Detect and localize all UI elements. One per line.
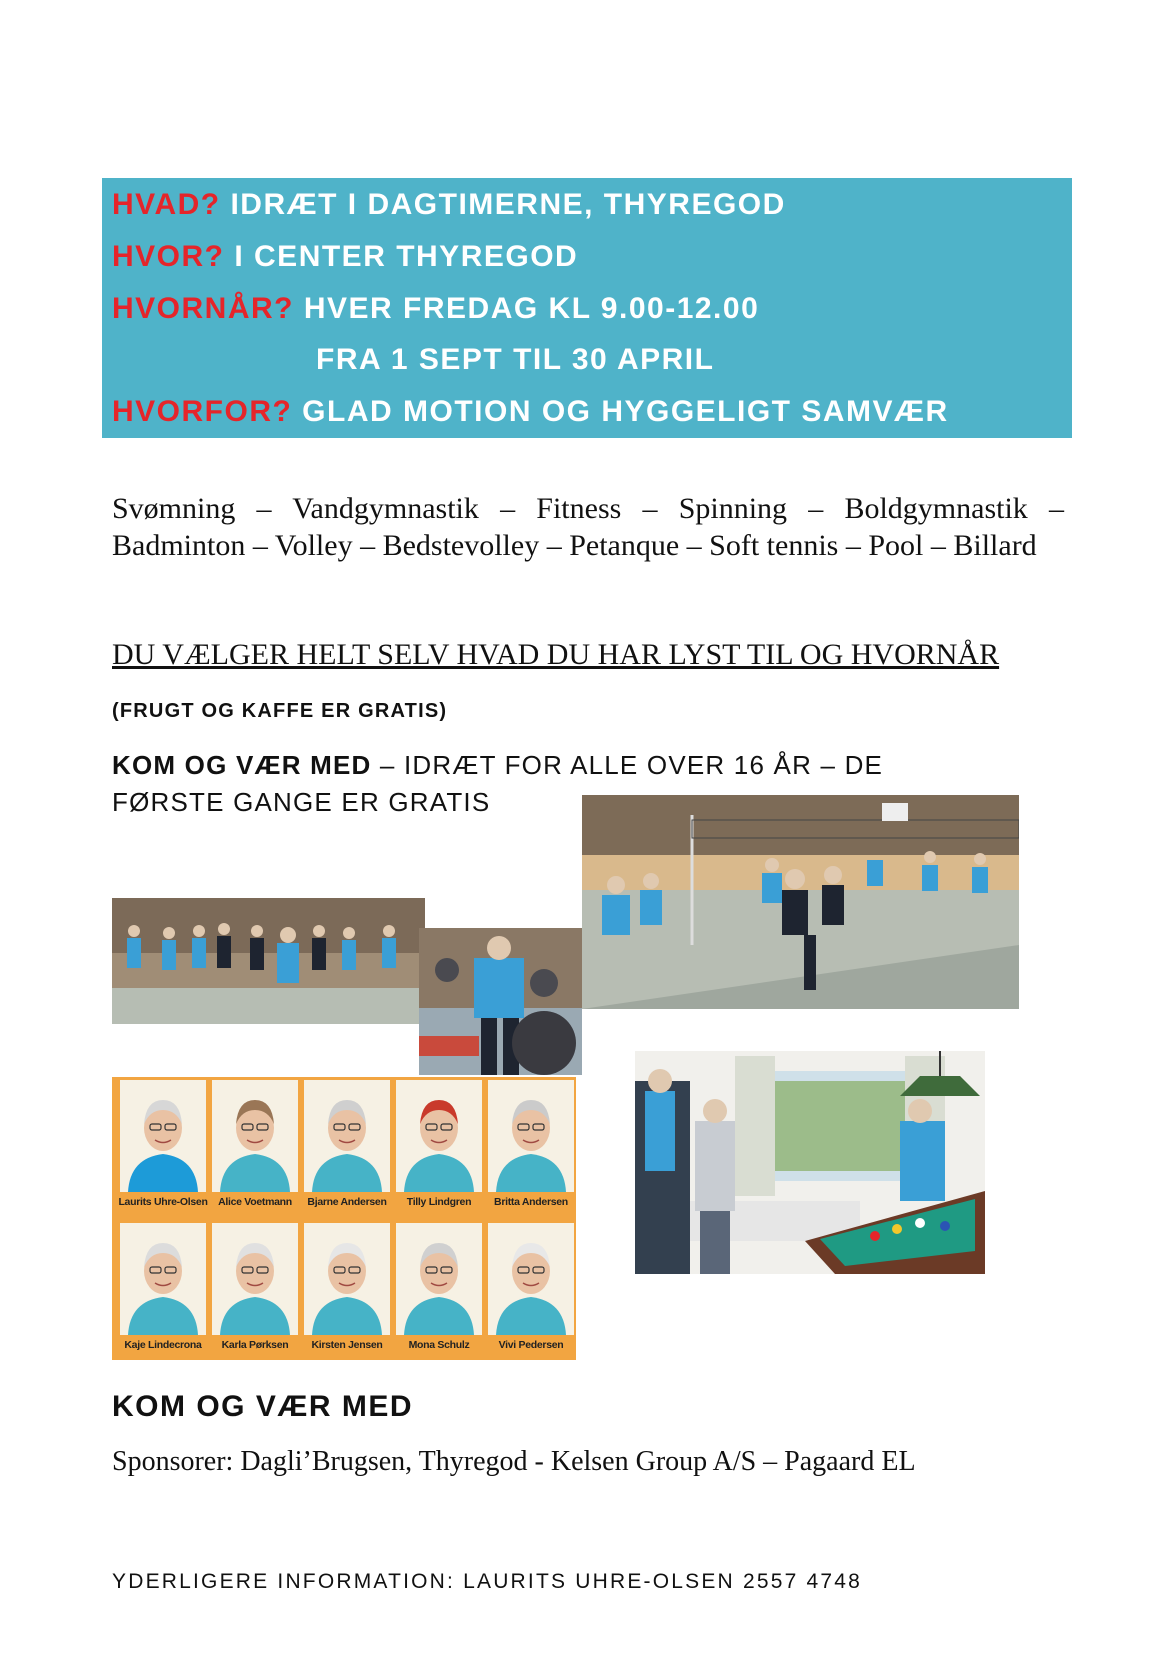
activities-line-2: Badminton – Volley – Bedstevolley – Petanque – Soft tennis – Pool – Billard xyxy=(112,529,1037,562)
instructor-portrait xyxy=(304,1223,390,1335)
call-to-action: KOM OG VÆR MED xyxy=(112,1390,414,1423)
instructor-name: Tilly Lindgren xyxy=(406,1196,472,1208)
instructor-name: Vivi Pedersen xyxy=(498,1339,564,1351)
activities-line-1: Svømning – Vandgymnastik – Fitness – Spinning – Boldgymnastik – xyxy=(112,492,1064,525)
instructor-portrait xyxy=(212,1080,298,1192)
instructor-portrait xyxy=(212,1223,298,1335)
info-line-when: HVORNÅR? HVER FREDAG KL 9.00-12.00 xyxy=(112,292,760,325)
activities-list xyxy=(112,490,1064,564)
photo-billiard xyxy=(635,1051,985,1274)
instructor-name: Kirsten Jensen xyxy=(311,1339,383,1351)
instructors-portrait-grid xyxy=(112,1077,576,1360)
photo-gymnastics xyxy=(112,898,425,1024)
photo-ball-gymnastics xyxy=(419,928,582,1075)
free-note: (FRUGT OG KAFFE ER GRATIS) xyxy=(112,700,448,722)
info-line-period: FRA 1 SEPT TIL 30 APRIL xyxy=(316,343,715,376)
contact-info: YDERLIGERE INFORMATION: LAURITS UHRE-OLSEN 2557 4748 xyxy=(112,1570,863,1593)
choose-headline: DU VÆLGER HELT SELV HVAD DU HAR LYST TIL OG HVORNÅR xyxy=(112,638,1000,671)
info-line-why: HVORFOR? GLAD MOTION OG HYGGELIGT SAMVÆR xyxy=(112,395,949,428)
join-bold: KOM OG VÆR MED xyxy=(112,750,372,780)
info-box xyxy=(102,178,1072,438)
join-rest: – IDRÆT FOR ALLE OVER 16 ÅR – DE FØRSTE GANGE ER GRATIS xyxy=(112,750,884,817)
instructor-portrait xyxy=(396,1223,482,1335)
instructor-name: Britta Andersen xyxy=(494,1196,568,1208)
info-line-where: HVOR? I CENTER THYREGOD xyxy=(112,240,579,273)
photo-volleyball xyxy=(582,795,1019,1009)
instructor-portrait xyxy=(120,1223,206,1335)
instructor-name: Alice Voetmann xyxy=(218,1196,292,1208)
instructor-name: Karla Pørksen xyxy=(221,1339,289,1351)
instructor-portrait xyxy=(396,1080,482,1192)
instructor-portrait xyxy=(488,1223,574,1335)
instructor-name: Bjarne Andersen xyxy=(307,1196,387,1208)
instructor-name: Laurits Uhre-Olsen xyxy=(118,1196,208,1208)
info-line-what: HVAD? IDRÆT I DAGTIMERNE, THYREGOD xyxy=(112,188,786,221)
instructor-portrait xyxy=(120,1080,206,1192)
instructor-name: Kaje Lindecrona xyxy=(124,1339,202,1351)
instructor-portrait xyxy=(488,1080,574,1192)
instructor-portrait xyxy=(304,1080,390,1192)
sponsors: Sponsorer: Dagli’Brugsen, Thyregod - Kelsen Group A/S – Pagaard EL xyxy=(112,1446,916,1477)
instructor-name: Mona Schulz xyxy=(408,1339,470,1351)
